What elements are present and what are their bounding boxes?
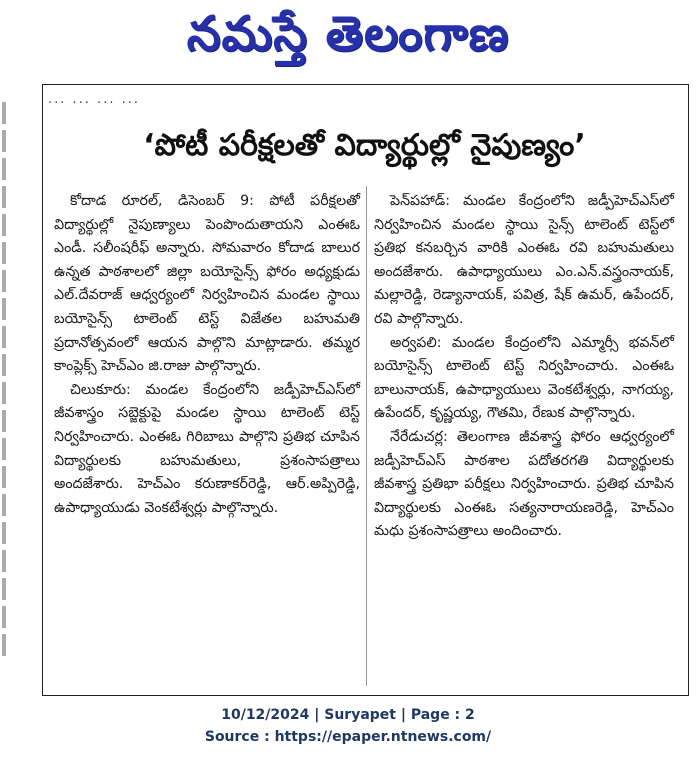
article-right-column bbox=[374, 190, 674, 544]
source-link[interactable]: Source : https://epaper.ntnews.com/ bbox=[204, 729, 492, 745]
paragraph-arvapalli: అర్వపలి: మండల కేంద్రంలోని ఎమ్మార్సీ భవన్‌లో బయోసైన్స్ టాలెంట్ టెస్ట్ నిర్వహించారు. ఎంఈఓ బాలునాయక్, ఉపాధ్యాయులు వెంకటేశ్వర్లు, నాగయ్య, ఉపేందర్, కృష్ణయ్య, గౌతమి, రేణుక పాల్గొన్నారు. bbox=[374, 334, 674, 422]
newspaper-logo: నమస్తే తెలంగాణ bbox=[186, 6, 510, 62]
article-headline bbox=[42, 118, 687, 180]
paragraph-kodad: కోదాడ రూరల్, డిసెంబర్ 9: పోటీ పరీక్షలతో విద్యార్థుల్లో నైపుణ్యాలు పెంపొందుతాయని ఎంఈఓ ఎండీ. సలీంషరీఫ్ అన్నారు. సోమవారం కోదాడ బాలుర ఉన్నత పాఠశాలలో జిల్లా బయోసైన్స్ ఫోరం అధ్యక్షుడు ఎల్.దేవరాజ్ ఆధ్వర్యంలో నిర్వహించిన మండల స్థాయి బయోసైన్స్ టాలెంట్ టెస్ట్ విజేతల బహుమతి ప్రదానోత్సవంలో ఆయన పాల్గొని మాట్లాడారు. తమ్మర కాంప్లెక్స్ హెచ్ఎం జి.రాజు పాల్గొన్నారు. bbox=[54, 193, 360, 375]
paragraph-chilukuru: చిలుకూరు: మండల కేంద్రంలోని జడ్పీహెచ్ఎస్‌లో జీవశాస్త్రం సబ్జెక్టుపై మండల స్థాయి టాలెంట్ టెస్ట్ నిర్వహించారు. ఎంఈఓ గిరిబాబు పాల్గొని ప్రతిభ చూపిన విద్యార్థులకు బహుమతులు, ప్రశంసాపత్రాలు అందజేశారు. హెచ్ఎం కరుణాకర్‌రెడ్డి, ఆర్.అప్పిరెడ్డి, ఉపాధ్యాయుడు వెంకటేశ్వర్లు పాల్గొన్నారు. bbox=[54, 381, 360, 516]
clipping-footer bbox=[0, 704, 696, 748]
paragraph-penpahad: పెన్‌పహాడ్: మండల కేంద్రంలోని జడ్పీహెచ్ఎస్‌లో నిర్వహించిన మండల స్థాయి సైన్స్ టాలెంట్ టెస్ట్‌లో ప్రతిభ కనబర్చిన వారికి ఎంఈఓ రవి బహుమతులు అందజేశారు. ఉపాధ్యాయులు ఎం.ఎన్.వస్త్రంనాయక్, మల్లారెడ్డి, రెడ్యానాయక్, పవిత్ర, షేక్ ఉమర్, ఉపేందర్, రవి పాల్గొన్నారు. bbox=[374, 193, 674, 327]
adjacent-column-edge bbox=[0, 96, 18, 686]
column-divider bbox=[366, 186, 367, 686]
edition-info: 10/12/2024 | Suryapet | Page : 2 bbox=[221, 707, 475, 723]
masthead bbox=[0, 0, 696, 80]
headline-text: ‘పోటీ పరీక్షలతో విద్యార్థుల్లో నైపుణ్యం’ bbox=[143, 128, 586, 163]
article-left-column bbox=[54, 190, 360, 520]
previous-headline-fragment: ... ... ... ... bbox=[48, 92, 140, 106]
paragraph-nereducherla: నేరేడుచర్ల: తెలంగాణ జీవశాస్త్ర ఫోరం ఆధ్వర్యంలో జడ్పీహెచ్ఎస్ పాఠశాల పదోతరగతి విద్యార్థులకు జీవశాస్త్ర ప్రతిభా పరీక్షలు నిర్వహించారు. ప్రతిభ చూపిన విద్యార్థులకు ఎంఈఓ సత్యనారాయణరెడ్డి, హెచ్ఎం మధు ప్రశంసాపత్రాలు అందించారు. bbox=[374, 428, 674, 540]
